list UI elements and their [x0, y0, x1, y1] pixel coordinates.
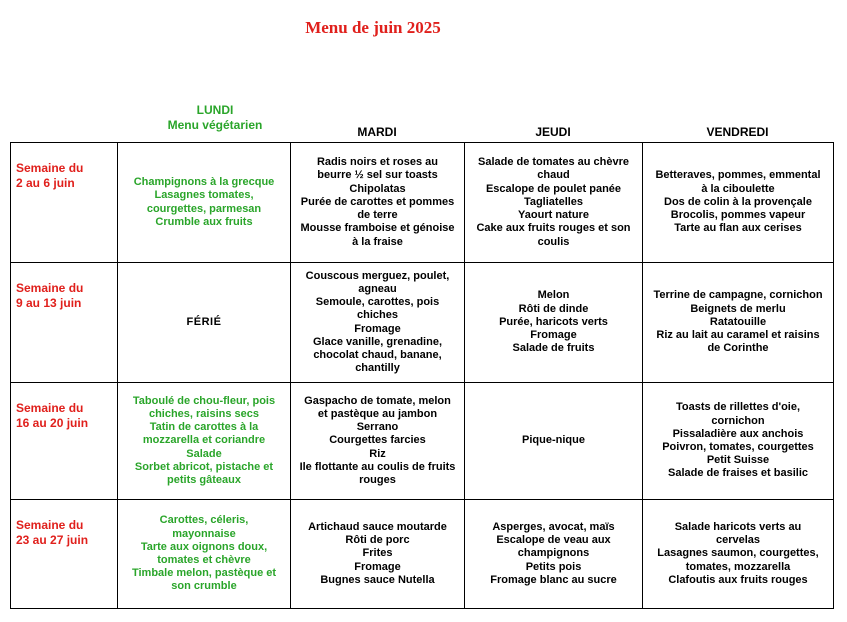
menu-item: tomates et chèvre	[157, 554, 251, 566]
menu-item: mayonnaise	[172, 527, 236, 540]
menu-item: beurre ½ sel sur toasts	[317, 169, 438, 182]
menu-item: Tatin de carottes à la	[149, 421, 259, 434]
menu-cell-mardi	[291, 263, 465, 383]
menu-item: Ile flottante au coulis de fruits	[299, 460, 456, 473]
menu-item: Petit Suisse	[706, 454, 770, 467]
menu-item: FÉRIÉ	[186, 315, 222, 328]
menu-cell-vendredi	[643, 500, 834, 609]
week-row	[11, 383, 834, 500]
header-lundi-day: LUNDI	[196, 103, 234, 117]
menu-item: Toasts de rillettes d'oie,	[675, 401, 801, 414]
menu-item: Couscous merguez, poulet,	[305, 269, 450, 282]
menu-item: petits gâteaux	[167, 474, 241, 486]
menu-item: Lasagnes tomates,	[154, 189, 254, 202]
menu-item: Fromage	[530, 329, 577, 342]
menu-item: Frites	[362, 547, 393, 560]
menu-item: cervelas	[715, 534, 761, 547]
menu-item: Cake aux fruits rouges et son	[476, 222, 631, 235]
menu-cell-lundi	[118, 143, 291, 263]
menu-item: Rôti de porc	[345, 534, 410, 547]
menu-cell-vendredi	[643, 143, 834, 263]
week-label	[11, 263, 118, 383]
menu-item: Semoule, carottes, pois	[315, 296, 440, 309]
menu-item: agneau	[358, 282, 397, 295]
menu-item: Champignons à la grecque	[133, 176, 275, 189]
week-label-line: 16 au 20 juin	[16, 416, 89, 430]
menu-item: Tarte aux oignons doux,	[140, 540, 268, 553]
week-row	[11, 263, 834, 383]
menu-item: Fromage blanc au sucre	[490, 573, 617, 586]
menu-item: et pastèque au jambon	[317, 407, 438, 420]
menu-item: chantilly	[355, 362, 400, 375]
menu-item: Purée, haricots verts	[499, 315, 608, 328]
week-label-line: 9 au 13 juin	[16, 296, 82, 310]
menu-item: Bugnes sauce Nutella	[320, 573, 435, 586]
menu-item: Ratatouille	[709, 315, 767, 328]
menu-item: Clafoutis aux fruits rouges	[668, 573, 808, 586]
menu-item: Riz	[369, 447, 386, 460]
menu-item: à la fraise	[352, 235, 403, 248]
menu-item: Salade haricots verts au	[674, 520, 802, 533]
menu-item: Tagliatelles	[523, 195, 584, 208]
week-label-line: 23 au 27 juin	[16, 533, 89, 547]
header-lundi	[140, 103, 290, 133]
menu-item: chocolat chaud, banane,	[313, 348, 442, 361]
menu-item: Rôti de dinde	[518, 302, 589, 315]
menu-cell-mardi	[291, 143, 465, 263]
menu-item: Crumble aux fruits	[155, 215, 253, 228]
menu-cell-jeudi	[465, 500, 643, 609]
menu-item: son crumble	[171, 580, 237, 593]
menu-cell-lundi	[118, 383, 291, 500]
menu-cell-lundi	[118, 263, 291, 383]
week-label	[11, 383, 118, 500]
menu-table	[10, 142, 834, 609]
menu-item: Fromage	[354, 322, 401, 335]
menu-item: Terrine de campagne, cornichon	[653, 289, 823, 302]
menu-item: chiches	[357, 309, 398, 322]
menu-item: rouges	[359, 474, 396, 486]
menu-cell-lundi	[118, 500, 291, 609]
menu-item: chiches, raisins secs	[148, 407, 260, 420]
menu-item: courgettes, parmesan	[146, 202, 262, 215]
week-label	[11, 500, 118, 609]
menu-item: Purée de carottes et pommes	[300, 195, 455, 208]
menu-table-body	[11, 143, 834, 609]
week-row	[11, 143, 834, 263]
menu-cell-jeudi	[465, 383, 643, 500]
menu-item: Salade de fruits	[512, 342, 595, 355]
menu-item: Tarte au flan aux cerises	[674, 222, 802, 235]
menu-item: Asperges, avocat, maïs	[492, 520, 615, 533]
menu-item: cornichon	[711, 414, 765, 427]
header-mardi: MARDI	[357, 125, 397, 139]
menu-cell-vendredi	[643, 263, 834, 383]
menu-item: Betteraves, pommes, emmental	[655, 169, 821, 182]
menu-item: coulis	[537, 235, 570, 248]
menu-item: à la ciboulette	[701, 182, 775, 195]
menu-item: Artichaud sauce moutarde	[308, 520, 447, 533]
menu-item: Brocolis, pommes vapeur	[670, 209, 806, 222]
menu-item: de Corinthe	[707, 342, 769, 355]
menu-item: Escalope de veau aux	[496, 534, 611, 547]
menu-item: Salade de fraises et basilic	[667, 467, 809, 480]
week-label-line: Semaine du	[16, 401, 84, 415]
week-label-line: Semaine du	[16, 281, 84, 295]
menu-item: Carottes, céleris,	[159, 514, 249, 527]
menu-item: Pissaladière aux anchois	[672, 427, 804, 440]
menu-item: Radis noirs et roses au	[316, 156, 439, 169]
menu-cell-vendredi	[643, 383, 834, 500]
header-vendredi: VENDREDI	[706, 125, 769, 139]
menu-item: Melon	[537, 289, 570, 302]
menu-item: Serrano	[356, 421, 399, 434]
page-title: Menu de juin 2025	[305, 18, 441, 37]
menu-item: Salade de tomates au chèvre	[477, 156, 629, 169]
menu-item: Fromage	[354, 560, 401, 573]
week-row	[11, 500, 834, 609]
menu-item: Courgettes farcies	[329, 434, 426, 447]
week-label-line: Semaine du	[16, 161, 84, 175]
menu-item: Petits pois	[525, 560, 582, 573]
menu-cell-mardi	[291, 500, 465, 609]
menu-item: Dos de colin à la provençale	[664, 195, 812, 208]
week-label-line: 2 au 6 juin	[16, 176, 75, 190]
menu-item: tomates, mozzarella	[685, 560, 791, 573]
menu-item: mozzarella et coriandre	[142, 434, 266, 447]
menu-item: Glace vanille, grenadine,	[313, 335, 442, 348]
menu-item: Timbale melon, pastèque et	[131, 567, 277, 580]
week-label-line: Semaine du	[16, 518, 84, 532]
menu-item: Gaspacho de tomate, melon	[304, 394, 451, 407]
menu-item: Poivron, tomates, courgettes	[662, 441, 814, 453]
header-jeudi: JEUDI	[535, 125, 571, 139]
menu-item: Beignets de merlu	[690, 302, 786, 315]
menu-item: Lasagnes saumon, courgettes,	[657, 547, 819, 560]
menu-item: Taboulé de chou-fleur, pois	[132, 394, 276, 407]
menu-cell-jeudi	[465, 143, 643, 263]
menu-item: Pique-nique	[522, 434, 585, 447]
menu-item: de terre	[357, 209, 398, 222]
menu-item: Yaourt nature	[518, 209, 589, 222]
menu-item: chaud	[537, 169, 570, 182]
menu-cell-mardi	[291, 383, 465, 500]
menu-item: Riz au lait au caramel et raisins	[656, 329, 820, 342]
menu-item: Mousse framboise et génoise	[300, 222, 455, 235]
menu-item: champignons	[517, 547, 590, 560]
menu-item: Sorbet abricot, pistache et	[134, 460, 274, 473]
menu-item: Escalope de poulet panée	[485, 182, 622, 195]
week-label	[11, 143, 118, 263]
header-lundi-subtitle: Menu végétarien	[167, 118, 263, 132]
menu-item: Salade	[186, 447, 222, 460]
menu-cell-jeudi	[465, 263, 643, 383]
menu-item: Chipolatas	[349, 182, 406, 195]
